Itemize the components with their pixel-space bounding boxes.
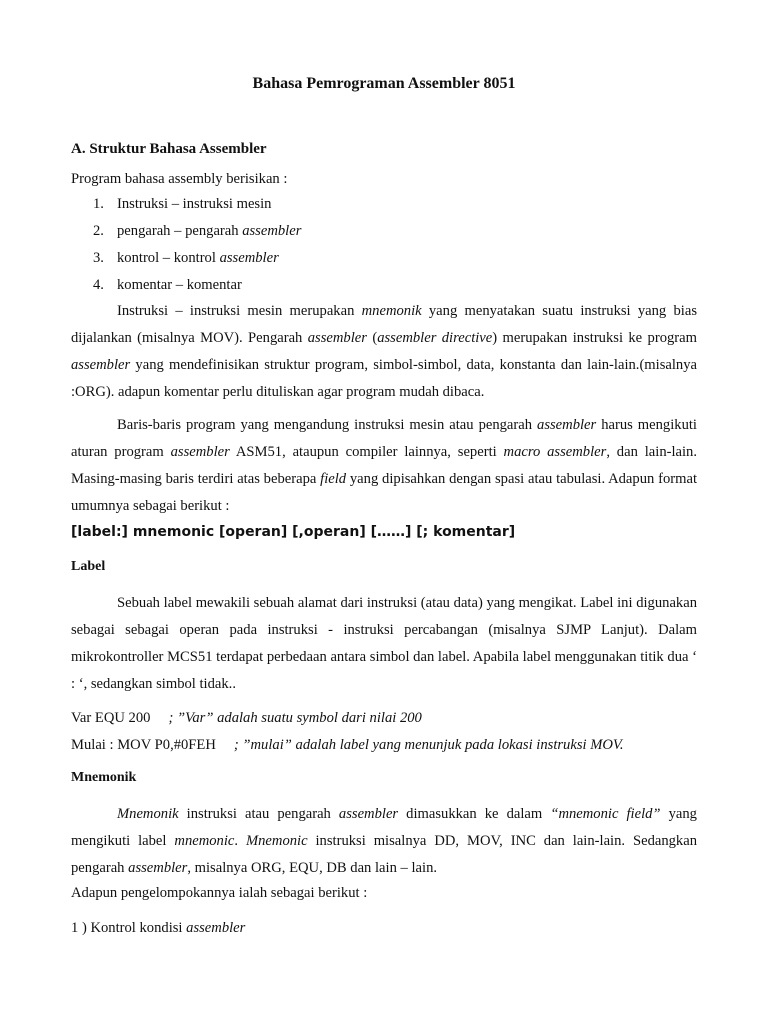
paragraph-label: Sebuah label mewakili sebuah alamat dari instruksi (atau data) yang mengikat. Label ini digunakan sebagai sebagai operan pada instruksi - instruksi percabangan (misalnya SJMP Lanjut). Dalam mikrokontroller MCS51 terdapat perbedaan antara simbol dan label. Apabila label menggunakan titik dua ‘ : ‘, sedangkan simbol tidak.. bbox=[71, 595, 697, 692]
list-item bbox=[71, 250, 701, 277]
grouping-intro: Adapun pengelompokannya ialah sebagai berikut : bbox=[71, 885, 368, 901]
paragraph-instruksi: Instruksi – instruksi mesin merupakan mnemonik yang menyatakan suatu instruksi yang bias dijalankan (misalnya MOV). Pengarah assembler (assembler directive) merupakan instruksi ke program assembler yang mendefinisikan struktur program, simbol-simbol, data, konstanta dan lain-lain.(misalnya :ORG). adapun komentar perlu dituliskan agar program mudah dibaca. bbox=[71, 303, 697, 400]
section-heading-a: A. Struktur Bahasa Assembler bbox=[71, 141, 267, 157]
example-code: Mulai : MOV P0,#0FEH bbox=[71, 737, 216, 753]
section-intro: Program bahasa assembly berisikan : bbox=[71, 171, 288, 187]
page-title: Bahasa Pemrograman Assembler 8051 bbox=[252, 75, 516, 92]
example-line bbox=[71, 710, 422, 727]
content-list bbox=[71, 196, 701, 304]
list-text: komentar – komentar bbox=[117, 277, 242, 293]
paragraph-baris-program: Baris-baris program yang mengandung instruksi mesin atau pengarah assembler harus mengikuti aturan program assembler ASM51, ataupun compiler lainnya, seperti macro assembler, dan lain-lain. Masing-masing baris terdiri atas beberapa field yang dipisahkan dengan spasi atau tabulasi. Adapun format umumnya sebagai berikut : bbox=[71, 417, 698, 514]
example-line bbox=[71, 737, 624, 754]
example-code: Var EQU 200 bbox=[71, 710, 151, 726]
label-heading: Label bbox=[71, 559, 106, 574]
list-text: kontrol – kontrol assembler bbox=[117, 250, 279, 266]
list-text: pengarah – pengarah assembler bbox=[117, 223, 302, 239]
list-item bbox=[71, 196, 701, 223]
mnemonik-heading: Mnemonik bbox=[71, 770, 137, 785]
list-number: 1. bbox=[93, 196, 104, 212]
list-number: 2. bbox=[93, 223, 104, 239]
example-comment: ; ”mulai” adalah label yang menunjuk pada lokasi instruksi MOV. bbox=[233, 737, 624, 753]
list-number: 4. bbox=[93, 277, 104, 293]
list-item bbox=[71, 223, 701, 250]
paragraph-mnemonik: Mnemonik instruksi atau pengarah assembler dimasukkan ke dalam “mnemonic field” yang mengikuti label mnemonic. Mnemonic instruksi misalnya DD, MOV, INC dan lain-lain. Sedangkan pengarah assembler, misalnya ORG, EQU, DB dan lain – lain. bbox=[71, 806, 698, 876]
example-comment: ; ”Var” adalah suatu symbol dari nilai 200 bbox=[168, 710, 422, 726]
list-number: 3. bbox=[93, 250, 104, 266]
format-line: [label:] mnemonic [operan] [,operan] [……] [; komentar] bbox=[71, 524, 516, 540]
group-item-1: 1 ) Kontrol kondisi assembler bbox=[71, 920, 246, 936]
list-text: Instruksi – instruksi mesin bbox=[117, 196, 272, 212]
